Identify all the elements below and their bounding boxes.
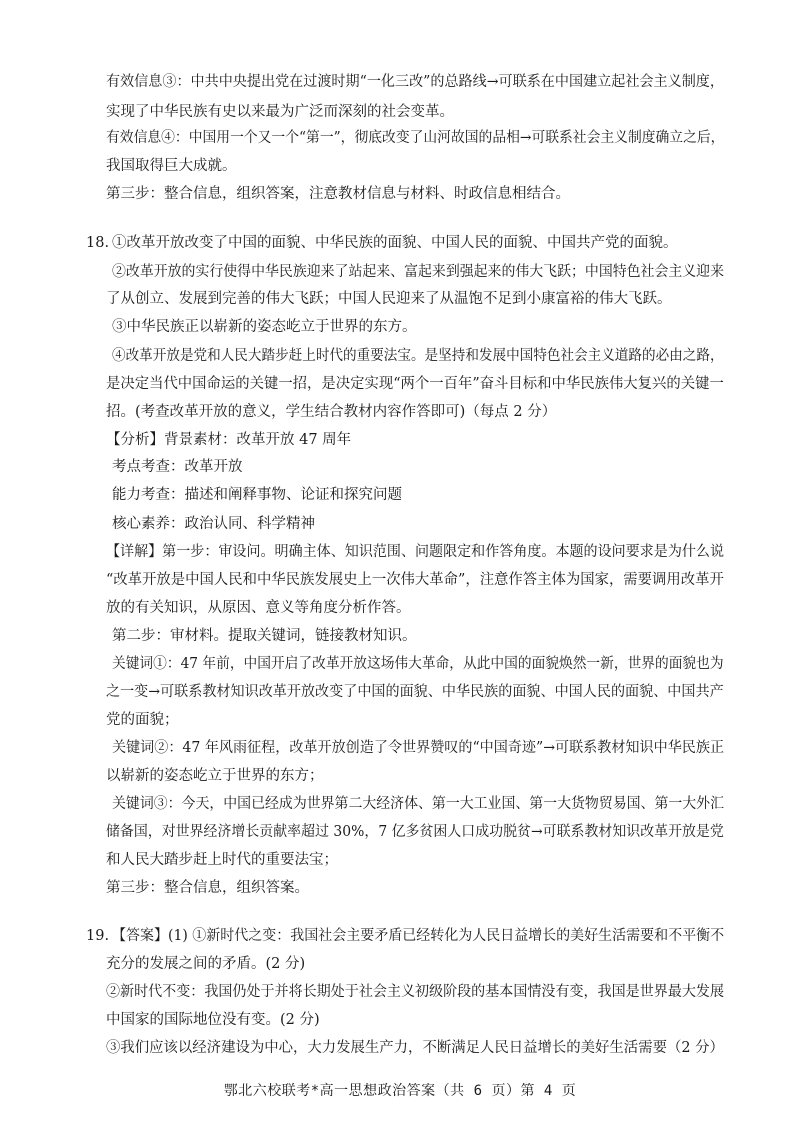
keyword-line: 关键词②：47 年风雨征程，改革开放创造了令世界赞叹的“中国奇迹”→可联系教材知识中华民族正 bbox=[112, 740, 725, 756]
detail-line: 第三步：整合信息，组织答案。 bbox=[106, 880, 309, 896]
text-line: 实现了中华民族有史以来最为广泛而深刻的社会变革。 bbox=[106, 104, 454, 120]
keyword-line: 储备国，对世界经济增长贡献率超过 30%，7 亿多贫困人口成功脱贫→可联系教材知识改革开放是党 bbox=[106, 824, 724, 840]
answer-line: 充分的发展之间的矛盾。(2 分) bbox=[106, 956, 306, 972]
answer-line: 招。(考查改革开放的意义，学生结合教材内容作答即可)（每点 2 分） bbox=[106, 404, 557, 420]
analysis-line: 能力考查：描述和阐释事物、论证和探究问题 bbox=[112, 487, 402, 503]
question-number: 18. bbox=[86, 235, 110, 251]
page-footer: 鄂北六校联考*高一思想政治答案（共 6 页）第 4 页 bbox=[223, 1083, 577, 1099]
text-line: 第三步：整合信息，组织答案，注意教材信息与材料、时政信息相结合。 bbox=[106, 186, 570, 202]
detail-line: 放的有关知识，从原因、意义等角度分析作答。 bbox=[106, 600, 411, 616]
detail-line: 第二步：审材料。提取关键词，链接教材知识。 bbox=[112, 628, 417, 644]
question-number: 19. bbox=[86, 928, 110, 944]
keyword-line: 关键词①：47 年前，中国开启了改革开放这场伟大革命，从此中国的面貌焕然一新，世界的面貌也为 bbox=[112, 656, 724, 672]
answer-line: 【答案】(1) ①新时代之变：我国社会主要矛盾已经转化为人民日益增长的美好生活需要和不平衡不 bbox=[112, 928, 725, 944]
answer-line: 是决定当代中国命运的关键一招，是决定实现“两个一百年”奋斗目标和中华民族伟大复兴的关键一 bbox=[106, 376, 724, 392]
text-line: 有效信息③：中共中央提出党在过渡时期“一化三改”的总路线→可联系在中国建立起社会主义制度， bbox=[106, 74, 724, 90]
answer-line: ④改革开放是党和人民大踏步赶上时代的重要法宝。是坚持和发展中国特色社会主义道路的必由之路， bbox=[112, 348, 724, 364]
answer-line: ③我们应该以经济建设为中心，大力发展生产力，不断满足人民日益增长的美好生活需要（2 分） bbox=[106, 1040, 724, 1056]
answer-line: ①改革开放改变了中国的面貌、中华民族的面貌、中国人民的面貌、中国共产党的面貌。 bbox=[112, 235, 678, 251]
answer-line: ③中华民族正以崭新的姿态屹立于世界的东方。 bbox=[112, 319, 417, 335]
answer-line: 中国家的国际地位没有变。(2 分) bbox=[106, 1012, 320, 1028]
text-line: 我国取得巨大成就。 bbox=[106, 158, 237, 174]
keyword-line: 以崭新的姿态屹立于世界的东方； bbox=[106, 768, 324, 784]
answer-line: ②新时代不变：我国仍处于并将长期处于社会主义初级阶段的基本国情没有变，我国是世界最大发展 bbox=[106, 984, 724, 1000]
answer-line: ②改革开放的实行使得中华民族迎来了站起来、富起来到强起来的伟大飞跃；中国特色社会主义迎来 bbox=[112, 264, 724, 280]
analysis-line: 【分析】背景素材：改革开放 47 周年 bbox=[106, 432, 352, 448]
detail-line: “改革开放是中国人民和中华民族发展史上一次伟大革命”，注意作答主体为国家，需要调用改革开 bbox=[106, 572, 724, 588]
analysis-line: 核心素养：政治认同、科学精神 bbox=[112, 516, 315, 532]
detail-line: 【详解】第一步：审设问。明确主体、知识范围、问题限定和作答角度。本题的设问要求是为什么说 bbox=[106, 544, 724, 560]
answer-line: 了从创立、发展到完善的伟大飞跃；中国人民迎来了从温饱不足到小康富裕的伟大飞跃。 bbox=[106, 291, 672, 307]
text-line: 有效信息④：中国用一个又一个“第一”，彻底改变了山河故国的品相→可联系社会主义制度确立之后， bbox=[106, 130, 725, 146]
keyword-line: 党的面貌； bbox=[106, 712, 179, 728]
analysis-line: 考点考查：改革开放 bbox=[112, 459, 243, 475]
keyword-line: 关键词③：今天，中国已经成为世界第二大经济体、第一大工业国、第一大货物贸易国、第一大外汇 bbox=[112, 796, 724, 812]
keyword-line: 和人民大踏步赶上时代的重要法宝； bbox=[106, 852, 338, 868]
keyword-line: 之一变→可联系教材知识改革开放改变了中国的面貌、中华民族的面貌、中国人民的面貌、中国共产 bbox=[106, 684, 724, 700]
